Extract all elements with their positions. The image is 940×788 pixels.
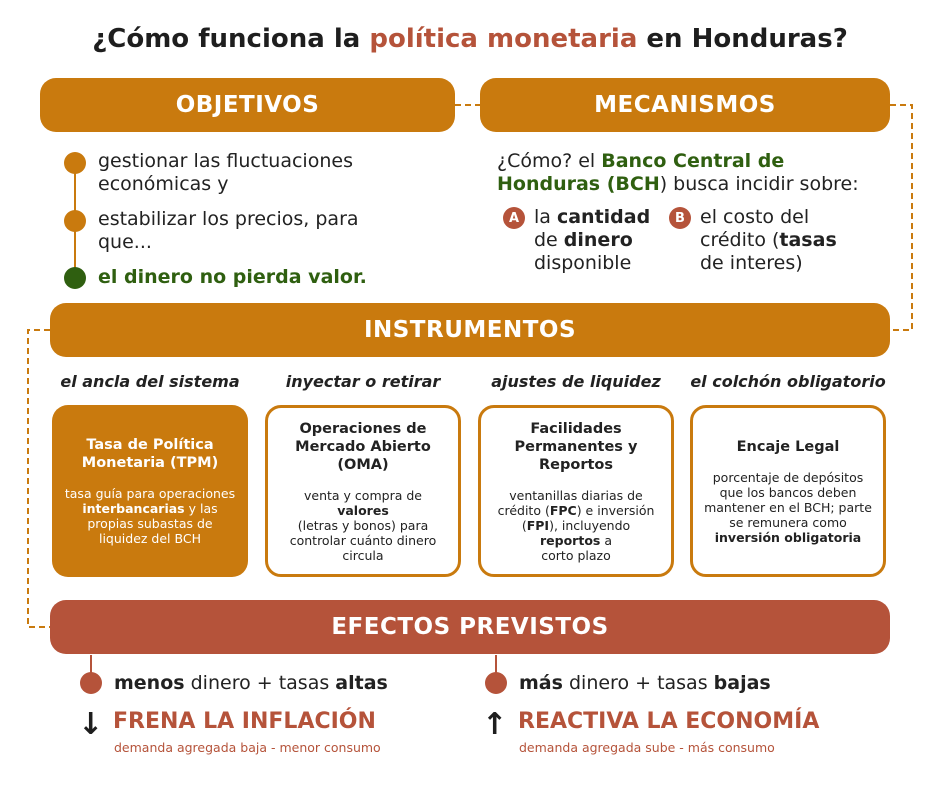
left-mid: dinero + tasas bbox=[184, 672, 336, 694]
card-encaje-title bbox=[737, 438, 840, 456]
a-l3: disponible bbox=[534, 252, 632, 274]
oma-t2: Mercado Abierto bbox=[295, 438, 431, 455]
efecto-right-text bbox=[519, 672, 771, 694]
card-oma-desc bbox=[278, 488, 448, 563]
efecto-left-text bbox=[114, 672, 388, 694]
fac-t3: Reportos bbox=[538, 456, 613, 473]
objetivo-2-line2: que... bbox=[98, 231, 152, 253]
fac-d3-bold: FPI bbox=[526, 517, 550, 533]
fac-d3-mid: ), incluyendo bbox=[549, 517, 631, 533]
mecanismo-a-text bbox=[534, 206, 650, 275]
b-l2-pre: crédito ( bbox=[700, 229, 780, 251]
subtitle-ancla: el ancla del sistema bbox=[60, 372, 240, 391]
fac-d4: corto plazo bbox=[541, 547, 611, 563]
right-b2: bajas bbox=[713, 672, 771, 694]
fac-d1: ventanillas diarias de bbox=[509, 487, 643, 503]
card-oma-title bbox=[295, 420, 431, 474]
encaje-d4: se remunera como bbox=[729, 514, 847, 530]
objetivo-text-3: el dinero no pierda valor. bbox=[98, 266, 367, 288]
oma-d3: controlar cuánto dinero bbox=[289, 532, 437, 548]
page-title bbox=[0, 24, 940, 54]
bank-name-2: Honduras (BCH bbox=[497, 173, 660, 195]
card-encaje bbox=[690, 405, 886, 577]
bank-name-1: Banco Central de bbox=[601, 150, 785, 172]
card-fac-desc bbox=[491, 488, 661, 563]
card-tpm bbox=[52, 405, 248, 577]
tpm-d2-bold: interbancarias bbox=[82, 501, 185, 516]
fac-d2-bold: FPC bbox=[549, 502, 577, 518]
arrow-down-icon: ↓ bbox=[78, 707, 104, 742]
objetivo-bullet-2 bbox=[64, 210, 86, 232]
oma-d1-bold: valores bbox=[337, 502, 389, 518]
objetivo-bullet-3 bbox=[64, 267, 86, 289]
fac-d2-pre: crédito ( bbox=[497, 502, 550, 518]
objetivo-bullet-1 bbox=[64, 152, 86, 174]
badge-a: A bbox=[503, 207, 525, 229]
objetivo-text-2 bbox=[98, 208, 359, 254]
mecanismos-intro bbox=[497, 150, 897, 196]
card-fac-title bbox=[515, 420, 638, 474]
right-b1: más bbox=[519, 672, 563, 694]
efecto-left-title: FRENA LA INFLACIÓN bbox=[113, 709, 376, 734]
fac-d2-post: ) e inversión bbox=[576, 502, 655, 518]
card-tpm-desc bbox=[65, 486, 235, 546]
intro-post: ) busca incidir sobre: bbox=[659, 173, 859, 195]
tpm-t1: Tasa de Política bbox=[86, 437, 214, 453]
b-l3: de interes) bbox=[700, 252, 803, 274]
title-highlight: política monetaria bbox=[369, 24, 638, 54]
objetivo-1-line1: gestionar las fluctuaciones bbox=[98, 150, 353, 172]
b-l1: el costo del bbox=[700, 206, 810, 228]
fac-d3-bold2: reportos bbox=[540, 532, 601, 548]
efectos-header: EFECTOS PREVISTOS bbox=[50, 600, 890, 654]
fac-d3-pre: ( bbox=[521, 517, 527, 533]
oma-d4: circula bbox=[342, 547, 384, 563]
encaje-d1: porcentaje de depósitos bbox=[712, 469, 864, 485]
tpm-d1: tasa guía para operaciones bbox=[64, 486, 236, 501]
fac-d3-post: a bbox=[600, 532, 612, 548]
efecto-right-sub: demanda agregada sube - más consumo bbox=[519, 740, 775, 755]
card-tpm-title bbox=[82, 436, 218, 472]
card-encaje-desc bbox=[704, 470, 872, 545]
oma-d1-pre: venta y compra de bbox=[304, 487, 422, 503]
oma-t3: (OMA) bbox=[337, 456, 389, 473]
objetivos-header: OBJETIVOS bbox=[40, 78, 455, 132]
a-l2-bold: dinero bbox=[563, 229, 633, 251]
badge-b: B bbox=[669, 207, 691, 229]
oma-t1: Operaciones de bbox=[299, 420, 427, 437]
fac-t1: Facilidades bbox=[530, 420, 622, 437]
mecanismos-header: MECANISMOS bbox=[480, 78, 890, 132]
tpm-d2-post: y las bbox=[184, 501, 218, 516]
b-l2-bold: tasas bbox=[779, 229, 837, 251]
subtitle-inyectar: inyectar o retirar bbox=[285, 372, 441, 391]
a-l2-pre: de bbox=[534, 229, 564, 251]
objetivo-1-line2: económicas y bbox=[98, 173, 229, 195]
objetivo-2-line1: estabilizar los precios, para bbox=[98, 208, 359, 230]
efecto-left-bullet bbox=[80, 672, 102, 694]
tpm-d4: liquidez del BCH bbox=[98, 531, 201, 546]
subtitle-ajustes: ajustes de liquidez bbox=[491, 372, 661, 391]
encaje-d3: mantener en el BCH; parte bbox=[704, 499, 872, 515]
left-b1: menos bbox=[114, 672, 185, 694]
encaje-d2: que los bancos deben bbox=[719, 484, 857, 500]
intro-pre: ¿Cómo? el bbox=[497, 150, 602, 172]
objetivo-text-1 bbox=[98, 150, 353, 196]
mecanismo-b-text bbox=[700, 206, 837, 275]
title-pre: ¿Cómo funciona la bbox=[92, 24, 370, 54]
arrow-up-icon: ↑ bbox=[482, 707, 508, 742]
efecto-right-bullet bbox=[485, 672, 507, 694]
tpm-d3: propias subastas de bbox=[87, 516, 213, 531]
subtitle-colchon: el colchón obligatorio bbox=[690, 372, 886, 391]
card-facilidades bbox=[478, 405, 674, 577]
a-l1-bold: cantidad bbox=[556, 206, 651, 228]
left-b2: altas bbox=[335, 672, 388, 694]
a-l1-pre: la bbox=[534, 206, 557, 228]
fac-t2: Permanentes y bbox=[514, 438, 638, 455]
efecto-left-sub: demanda agregada baja - menor consumo bbox=[114, 740, 381, 755]
oma-d2: (letras y bonos) para bbox=[297, 517, 429, 533]
right-mid: dinero + tasas bbox=[562, 672, 714, 694]
tpm-t2: Monetaria (TPM) bbox=[81, 455, 219, 471]
title-post: en Honduras? bbox=[637, 24, 848, 54]
efecto-right-title: REACTIVA LA ECONOMÍA bbox=[518, 709, 820, 734]
instrumentos-header: INSTRUMENTOS bbox=[50, 303, 890, 357]
card-oma bbox=[265, 405, 461, 577]
encaje-d5-bold: inversión obligatoria bbox=[714, 529, 862, 545]
encaje-t1: Encaje Legal bbox=[736, 438, 840, 455]
